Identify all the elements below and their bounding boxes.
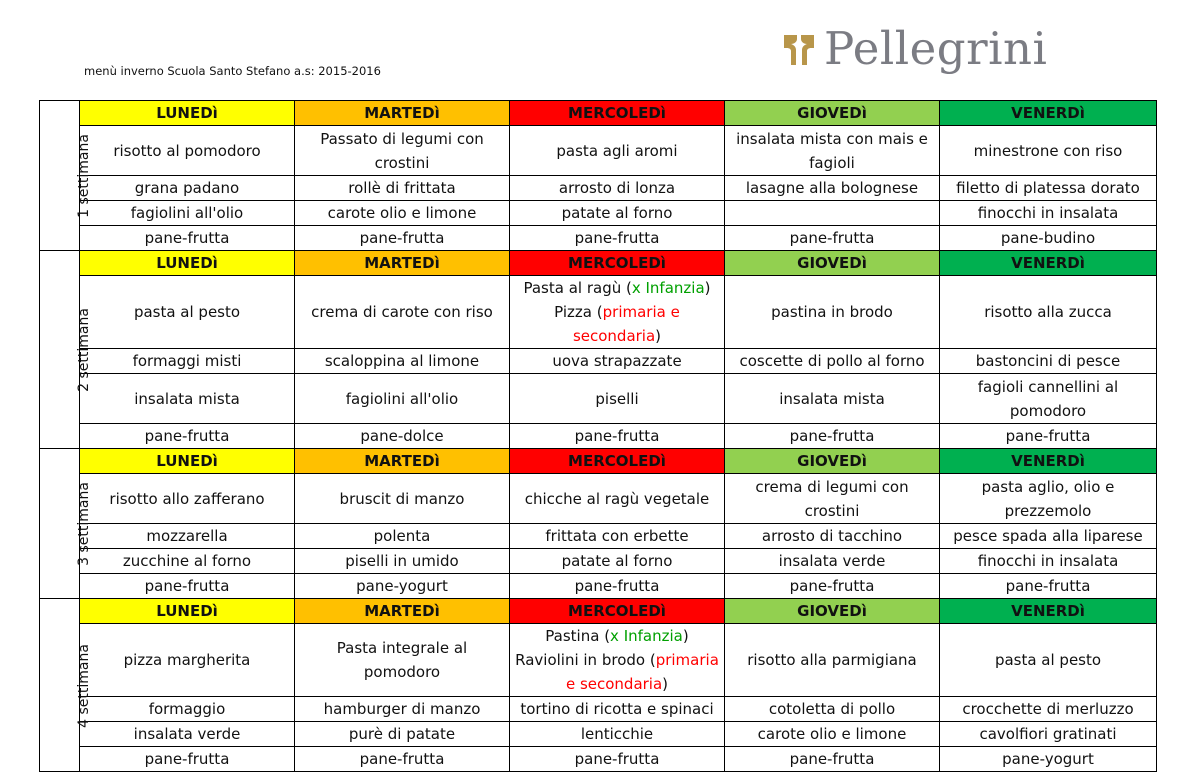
menu-cell: crocchette di merluzzo — [940, 697, 1157, 722]
menu-row — [40, 276, 1157, 349]
menu-cell: tortino di ricotta e spinaci — [510, 697, 725, 722]
paren-close: ) — [655, 327, 662, 345]
menu-cell: insalata verde — [725, 549, 940, 574]
special-line-1 — [512, 276, 722, 300]
dish-text: Pasta al ragù ( — [523, 279, 632, 297]
menu-cell: patate al forno — [510, 549, 725, 574]
menu-cell: scaloppina al limone — [295, 349, 510, 374]
primaria-secondaria-tag: primaria e secondaria — [565, 651, 719, 693]
week-4-label-cell — [40, 599, 92, 772]
infanzia-tag: x Infanzia — [631, 279, 705, 297]
menu-cell: pasta agli aromi — [510, 126, 725, 176]
dish-text: Raviolini in brodo ( — [515, 651, 656, 669]
day-header-venerdi: VENERDì — [940, 599, 1157, 624]
dish-text: Pizza ( — [554, 303, 603, 321]
menu-cell: pane-dolce — [295, 424, 510, 449]
menu-cell-wednesday-special — [510, 624, 725, 697]
menu-cell: pane-frutta — [725, 424, 940, 449]
menu-cell: minestrone con riso — [940, 126, 1157, 176]
menu-cell: grana padano — [80, 176, 295, 201]
menu-cell: insalata mista — [725, 374, 940, 424]
menu-cell: finocchi in insalata — [940, 201, 1157, 226]
pellegrini-emblem-icon — [782, 31, 816, 67]
menu-cell: pane-frutta — [940, 574, 1157, 599]
day-header-lunedi: LUNEDì — [80, 251, 295, 276]
paren-close: ) — [662, 675, 669, 693]
primaria-secondaria-tag: primaria e secondaria — [572, 303, 680, 345]
menu-cell: Pasta integrale al pomodoro — [295, 624, 510, 697]
menu-cell: pane-yogurt — [295, 574, 510, 599]
menu-cell: pane-frutta — [80, 574, 295, 599]
menu-cell: piselli in umido — [295, 549, 510, 574]
day-header-giovedi: GIOVEDì — [725, 101, 940, 126]
menu-cell: risotto alla zucca — [940, 276, 1157, 349]
menu-cell: pane-frutta — [510, 574, 725, 599]
menu-cell: cavolfiori gratinati — [940, 722, 1157, 747]
day-header-mercoledi: MERCOLEDì — [510, 599, 725, 624]
week-1-label-cell — [40, 101, 92, 251]
menu-cell: polenta — [295, 524, 510, 549]
menu-cell: insalata mista — [80, 374, 295, 424]
week-label: 4 settimana — [75, 643, 92, 728]
logo-wordmark: Pellegrini — [824, 22, 1048, 75]
menu-cell: pane-frutta — [295, 226, 510, 251]
menu-row — [40, 524, 1157, 549]
menu-cell: pane-frutta — [940, 424, 1157, 449]
menu-subtitle: menù inverno Scuola Santo Stefano a.s: 2015-2016 — [84, 64, 381, 78]
menu-row — [40, 624, 1157, 697]
day-header-giovedi: GIOVEDì — [725, 251, 940, 276]
day-header-giovedi: GIOVEDì — [725, 599, 940, 624]
menu-cell: pastina in brodo — [725, 276, 940, 349]
menu-cell: mozzarella — [80, 524, 295, 549]
dish-text: Pastina ( — [545, 627, 611, 645]
weekly-menu-table — [39, 100, 1157, 772]
paren-close: ) — [704, 279, 711, 297]
menu-cell: filetto di platessa dorato — [940, 176, 1157, 201]
menu-cell: pane-frutta — [510, 226, 725, 251]
menu-cell: formaggi misti — [80, 349, 295, 374]
menu-cell: crema di legumi con crostini — [725, 474, 940, 524]
week-2-header-row — [40, 251, 1157, 276]
day-header-martedi: MARTEDì — [295, 449, 510, 474]
menu-row — [40, 474, 1157, 524]
day-header-lunedi: LUNEDì — [80, 599, 295, 624]
pellegrini-logo — [782, 22, 1048, 75]
menu-cell: rollè di frittata — [295, 176, 510, 201]
menu-row — [40, 349, 1157, 374]
menu-cell: chicche al ragù vegetale — [510, 474, 725, 524]
menu-cell: pane-yogurt — [940, 747, 1157, 772]
menu-cell: finocchi in insalata — [940, 549, 1157, 574]
menu-cell: cotoletta di pollo — [725, 697, 940, 722]
week-1-header-row — [40, 101, 1157, 126]
menu-cell: pizza margherita — [80, 624, 295, 697]
menu-cell: lasagne alla bolognese — [725, 176, 940, 201]
menu-cell: pasta aglio, olio e prezzemolo — [940, 474, 1157, 524]
day-header-venerdi: VENERDì — [940, 101, 1157, 126]
paren-close: ) — [682, 627, 689, 645]
menu-row — [40, 226, 1157, 251]
menu-row — [40, 176, 1157, 201]
menu-cell: pesce spada alla liparese — [940, 524, 1157, 549]
menu-cell: Passato di legumi con crostini — [295, 126, 510, 176]
menu-cell: carote olio e limone — [725, 722, 940, 747]
day-header-lunedi: LUNEDì — [80, 449, 295, 474]
day-header-mercoledi: MERCOLEDì — [510, 251, 725, 276]
special-line-1 — [512, 624, 722, 648]
menu-cell: zucchine al forno — [80, 549, 295, 574]
menu-cell: pane-frutta — [725, 747, 940, 772]
menu-cell: risotto allo zafferano — [80, 474, 295, 524]
menu-cell: bruscit di manzo — [295, 474, 510, 524]
menu-cell: fagiolini all'olio — [80, 201, 295, 226]
menu-cell: hamburger di manzo — [295, 697, 510, 722]
menu-cell: bastoncini di pesce — [940, 349, 1157, 374]
day-header-venerdi: VENERDì — [940, 251, 1157, 276]
day-header-martedi: MARTEDì — [295, 101, 510, 126]
menu-cell: crema di carote con riso — [295, 276, 510, 349]
menu-row — [40, 126, 1157, 176]
menu-cell: pane-frutta — [725, 574, 940, 599]
week-label: 1 settimana — [75, 134, 92, 218]
day-header-lunedi: LUNEDì — [80, 101, 295, 126]
menu-cell: purè di patate — [295, 722, 510, 747]
menu-cell: piselli — [510, 374, 725, 424]
week-3-label-cell — [40, 449, 92, 599]
menu-cell: pane-frutta — [510, 424, 725, 449]
week-label: 2 settimana — [75, 308, 92, 392]
special-line-2 — [512, 648, 722, 696]
menu-cell: pasta al pesto — [80, 276, 295, 349]
menu-cell: insalata verde — [80, 722, 295, 747]
menu-row — [40, 722, 1157, 747]
menu-cell: frittata con erbette — [510, 524, 725, 549]
day-header-mercoledi: MERCOLEDì — [510, 101, 725, 126]
menu-cell: pane-frutta — [80, 424, 295, 449]
menu-cell: pane-frutta — [80, 226, 295, 251]
week-2-label-cell — [40, 251, 92, 449]
menu-row — [40, 201, 1157, 226]
day-header-mercoledi: MERCOLEDì — [510, 449, 725, 474]
menu-cell: carote olio e limone — [295, 201, 510, 226]
day-header-giovedi: GIOVEDì — [725, 449, 940, 474]
week-3-header-row — [40, 449, 1157, 474]
day-header-martedi: MARTEDì — [295, 251, 510, 276]
menu-cell-wednesday-special — [510, 276, 725, 349]
menu-cell: arrosto di tacchino — [725, 524, 940, 549]
menu-row — [40, 424, 1157, 449]
menu-cell: pane-frutta — [80, 747, 295, 772]
menu-row — [40, 574, 1157, 599]
menu-row — [40, 747, 1157, 772]
menu-cell: pane-budino — [940, 226, 1157, 251]
menu-cell: lenticchie — [510, 722, 725, 747]
menu-cell: risotto al pomodoro — [80, 126, 295, 176]
menu-row — [40, 374, 1157, 424]
day-header-venerdi: VENERDì — [940, 449, 1157, 474]
menu-cell: pane-frutta — [510, 747, 725, 772]
menu-row — [40, 697, 1157, 722]
menu-cell: patate al forno — [510, 201, 725, 226]
special-line-2 — [512, 300, 722, 348]
menu-cell: fagioli cannellini al pomodoro — [940, 374, 1157, 424]
menu-cell: fagiolini all'olio — [295, 374, 510, 424]
menu-cell: pane-frutta — [725, 226, 940, 251]
menu-row — [40, 549, 1157, 574]
infanzia-tag: x Infanzia — [610, 627, 683, 645]
week-label: 3 settimana — [75, 482, 92, 566]
menu-cell: uova strapazzate — [510, 349, 725, 374]
menu-cell: coscette di pollo al forno — [725, 349, 940, 374]
menu-cell: arrosto di lonza — [510, 176, 725, 201]
menu-cell: formaggio — [80, 697, 295, 722]
day-header-martedi: MARTEDì — [295, 599, 510, 624]
menu-cell: pane-frutta — [295, 747, 510, 772]
week-4-header-row — [40, 599, 1157, 624]
menu-cell: insalata mista con mais e fagioli — [725, 126, 940, 176]
menu-cell: risotto alla parmigiana — [725, 624, 940, 697]
menu-cell: pasta al pesto — [940, 624, 1157, 697]
menu-cell — [725, 201, 940, 226]
